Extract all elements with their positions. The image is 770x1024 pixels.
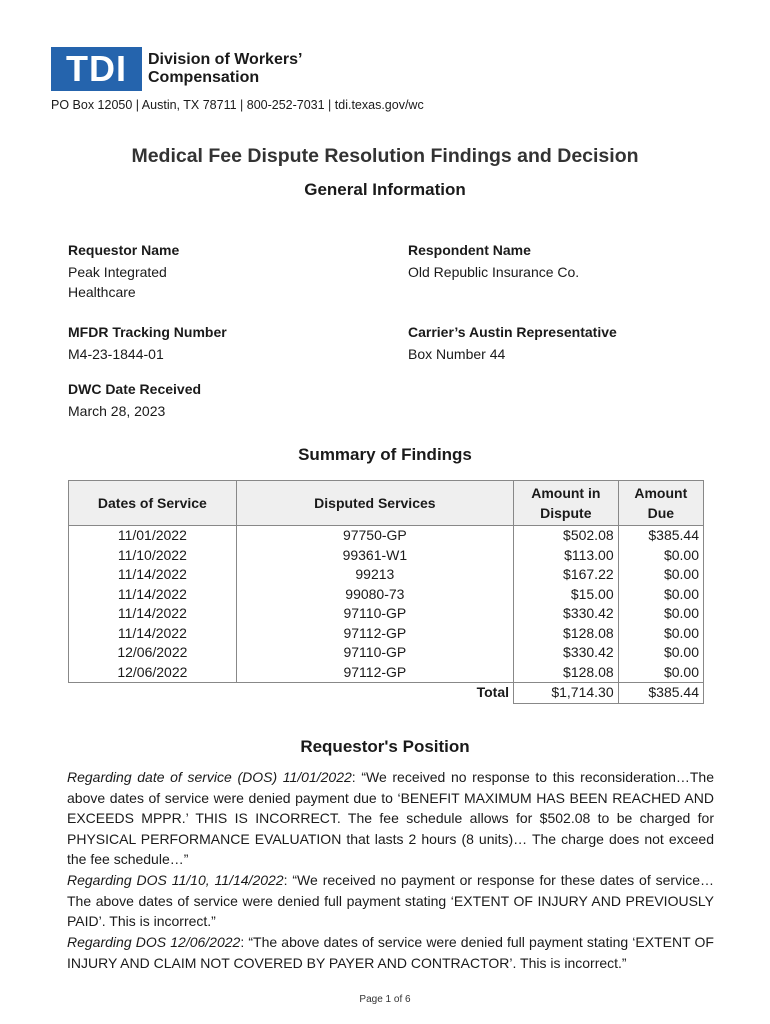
table-row	[69, 663, 704, 683]
page-number: Page 1 of 6	[359, 994, 411, 1005]
requestor-value-line2: Healthcare	[68, 284, 136, 300]
requestor-position-paragraph-1	[67, 767, 714, 870]
col-header-due	[618, 481, 703, 526]
cell-service: 97750-GP	[236, 526, 513, 546]
cell-amount: $330.42	[514, 643, 619, 663]
cell-service: 99213	[236, 565, 513, 585]
tdi-logo	[51, 47, 142, 91]
cell-amount: $502.08	[514, 526, 619, 546]
cell-date: 11/01/2022	[69, 526, 237, 546]
col-header-due-line1: Amount	[634, 485, 688, 501]
cell-amount: $15.00	[514, 585, 619, 605]
cell-due: $0.00	[618, 585, 703, 605]
paragraph-2-text: : “We received no payment or response for these dates of service…The above dates of service were denied full payment stating ‘EXTENT OF INJURY AND PREVIOUSLY PAID’. This is incorrect.”	[67, 872, 714, 929]
summary-heading: Summary of Findings	[298, 445, 472, 464]
cell-service: 97112-GP	[236, 624, 513, 644]
respondent-label: Respondent Name	[408, 242, 531, 258]
general-information-heading: General Information	[304, 180, 466, 199]
cell-amount: $113.00	[514, 546, 619, 566]
cell-date: 12/06/2022	[69, 663, 237, 683]
cell-due: $0.00	[618, 624, 703, 644]
total-amount: $1,714.30	[514, 683, 619, 704]
findings-table	[68, 480, 704, 704]
cell-date: 11/14/2022	[69, 585, 237, 605]
table-row	[69, 565, 704, 585]
requestor-position-paragraph-3	[67, 932, 714, 973]
cell-due: $0.00	[618, 643, 703, 663]
col-header-services: Disputed Services	[236, 481, 513, 526]
paragraph-3-lead: Regarding DOS 12/06/2022	[67, 934, 241, 950]
total-label: Total	[476, 684, 509, 701]
requestor-position-paragraph-2	[67, 870, 714, 932]
carrier-rep-value: Box Number 44	[408, 346, 506, 362]
cell-service: 99080-73	[236, 585, 513, 605]
cell-amount: $128.08	[514, 624, 619, 644]
cell-service: 97110-GP	[236, 604, 513, 624]
col-header-dates: Dates of Service	[69, 481, 237, 526]
carrier-rep-label: Carrier’s Austin Representative	[408, 324, 617, 340]
cell-due: $0.00	[618, 604, 703, 624]
date-received-value: March 28, 2023	[68, 403, 166, 419]
table-header-row	[69, 481, 704, 526]
paragraph-1-text: : “We received no response to this reconsideration…The above dates of service were denied payment due to ‘BENEFIT MAXIMUM HAS BEEN REACHED AND EXCEEDS MPPR.’ THIS IS INCORRECT. The fee schedule allows for $502.08 to be charged for PHYSICAL PERFORMANCE EVALUATION that lasts 2 hours (8 units)… The charge does not exceed the fee schedule…”	[67, 769, 715, 867]
cell-due: $385.44	[618, 526, 703, 546]
table-row	[69, 546, 704, 566]
cell-date: 12/06/2022	[69, 643, 237, 663]
paragraph-2-lead: Regarding DOS 11/10, 11/14/2022	[67, 872, 284, 888]
contact-line: PO Box 12050 | Austin, TX 78711 | 800-252-7031 | tdi.texas.gov/wc	[51, 98, 424, 112]
tracking-number-value: M4-23-1844-01	[68, 346, 164, 362]
cell-service: 99361-W1	[236, 546, 513, 566]
tracking-number-label: MFDR Tracking Number	[68, 324, 227, 340]
cell-amount: $128.08	[514, 663, 619, 683]
col-header-amount	[514, 481, 619, 526]
cell-due: $0.00	[618, 565, 703, 585]
cell-amount: $167.22	[514, 565, 619, 585]
cell-amount: $330.42	[514, 604, 619, 624]
org-name-line2: Compensation	[148, 69, 260, 86]
paragraph-1-lead: Regarding date of service (DOS) 11/01/2022	[67, 769, 352, 785]
page-title: Medical Fee Dispute Resolution Findings and Decision	[131, 145, 639, 167]
table-row	[69, 604, 704, 624]
table-row	[69, 643, 704, 663]
cell-date: 11/14/2022	[69, 565, 237, 585]
cell-date: 11/10/2022	[69, 546, 237, 566]
requestor-value-line1: Peak Integrated	[68, 264, 167, 280]
cell-service: 97112-GP	[236, 663, 513, 683]
table-row	[69, 624, 704, 644]
date-received-label: DWC Date Received	[68, 381, 202, 397]
cell-due: $0.00	[618, 546, 703, 566]
requestor-label: Requestor Name	[68, 242, 180, 258]
cell-date: 11/14/2022	[69, 604, 237, 624]
total-due: $385.44	[618, 683, 703, 704]
cell-due: $0.00	[618, 663, 703, 683]
col-header-amount-line1: Amount in	[531, 485, 601, 501]
respondent-value: Old Republic Insurance Co.	[408, 264, 580, 280]
total-row	[69, 683, 704, 704]
table-row	[69, 585, 704, 605]
table-row	[69, 526, 704, 546]
cell-date: 11/14/2022	[69, 624, 237, 644]
logo-text: TDI	[66, 48, 127, 89]
cell-service: 97110-GP	[236, 643, 513, 663]
col-header-due-line2: Due	[647, 505, 675, 521]
paragraph-3-text: : “The above dates of service were denied full payment stating ‘EXTENT OF INJURY AND CLAIM NOT COVERED BY PAYER AND CONTRACTOR’. This is incorrect.”	[67, 934, 714, 971]
requestor-position-heading: Requestor's Position	[300, 737, 470, 756]
col-header-amount-line2: Dispute	[540, 505, 592, 521]
org-name-line1: Division of Workers’	[148, 51, 303, 68]
